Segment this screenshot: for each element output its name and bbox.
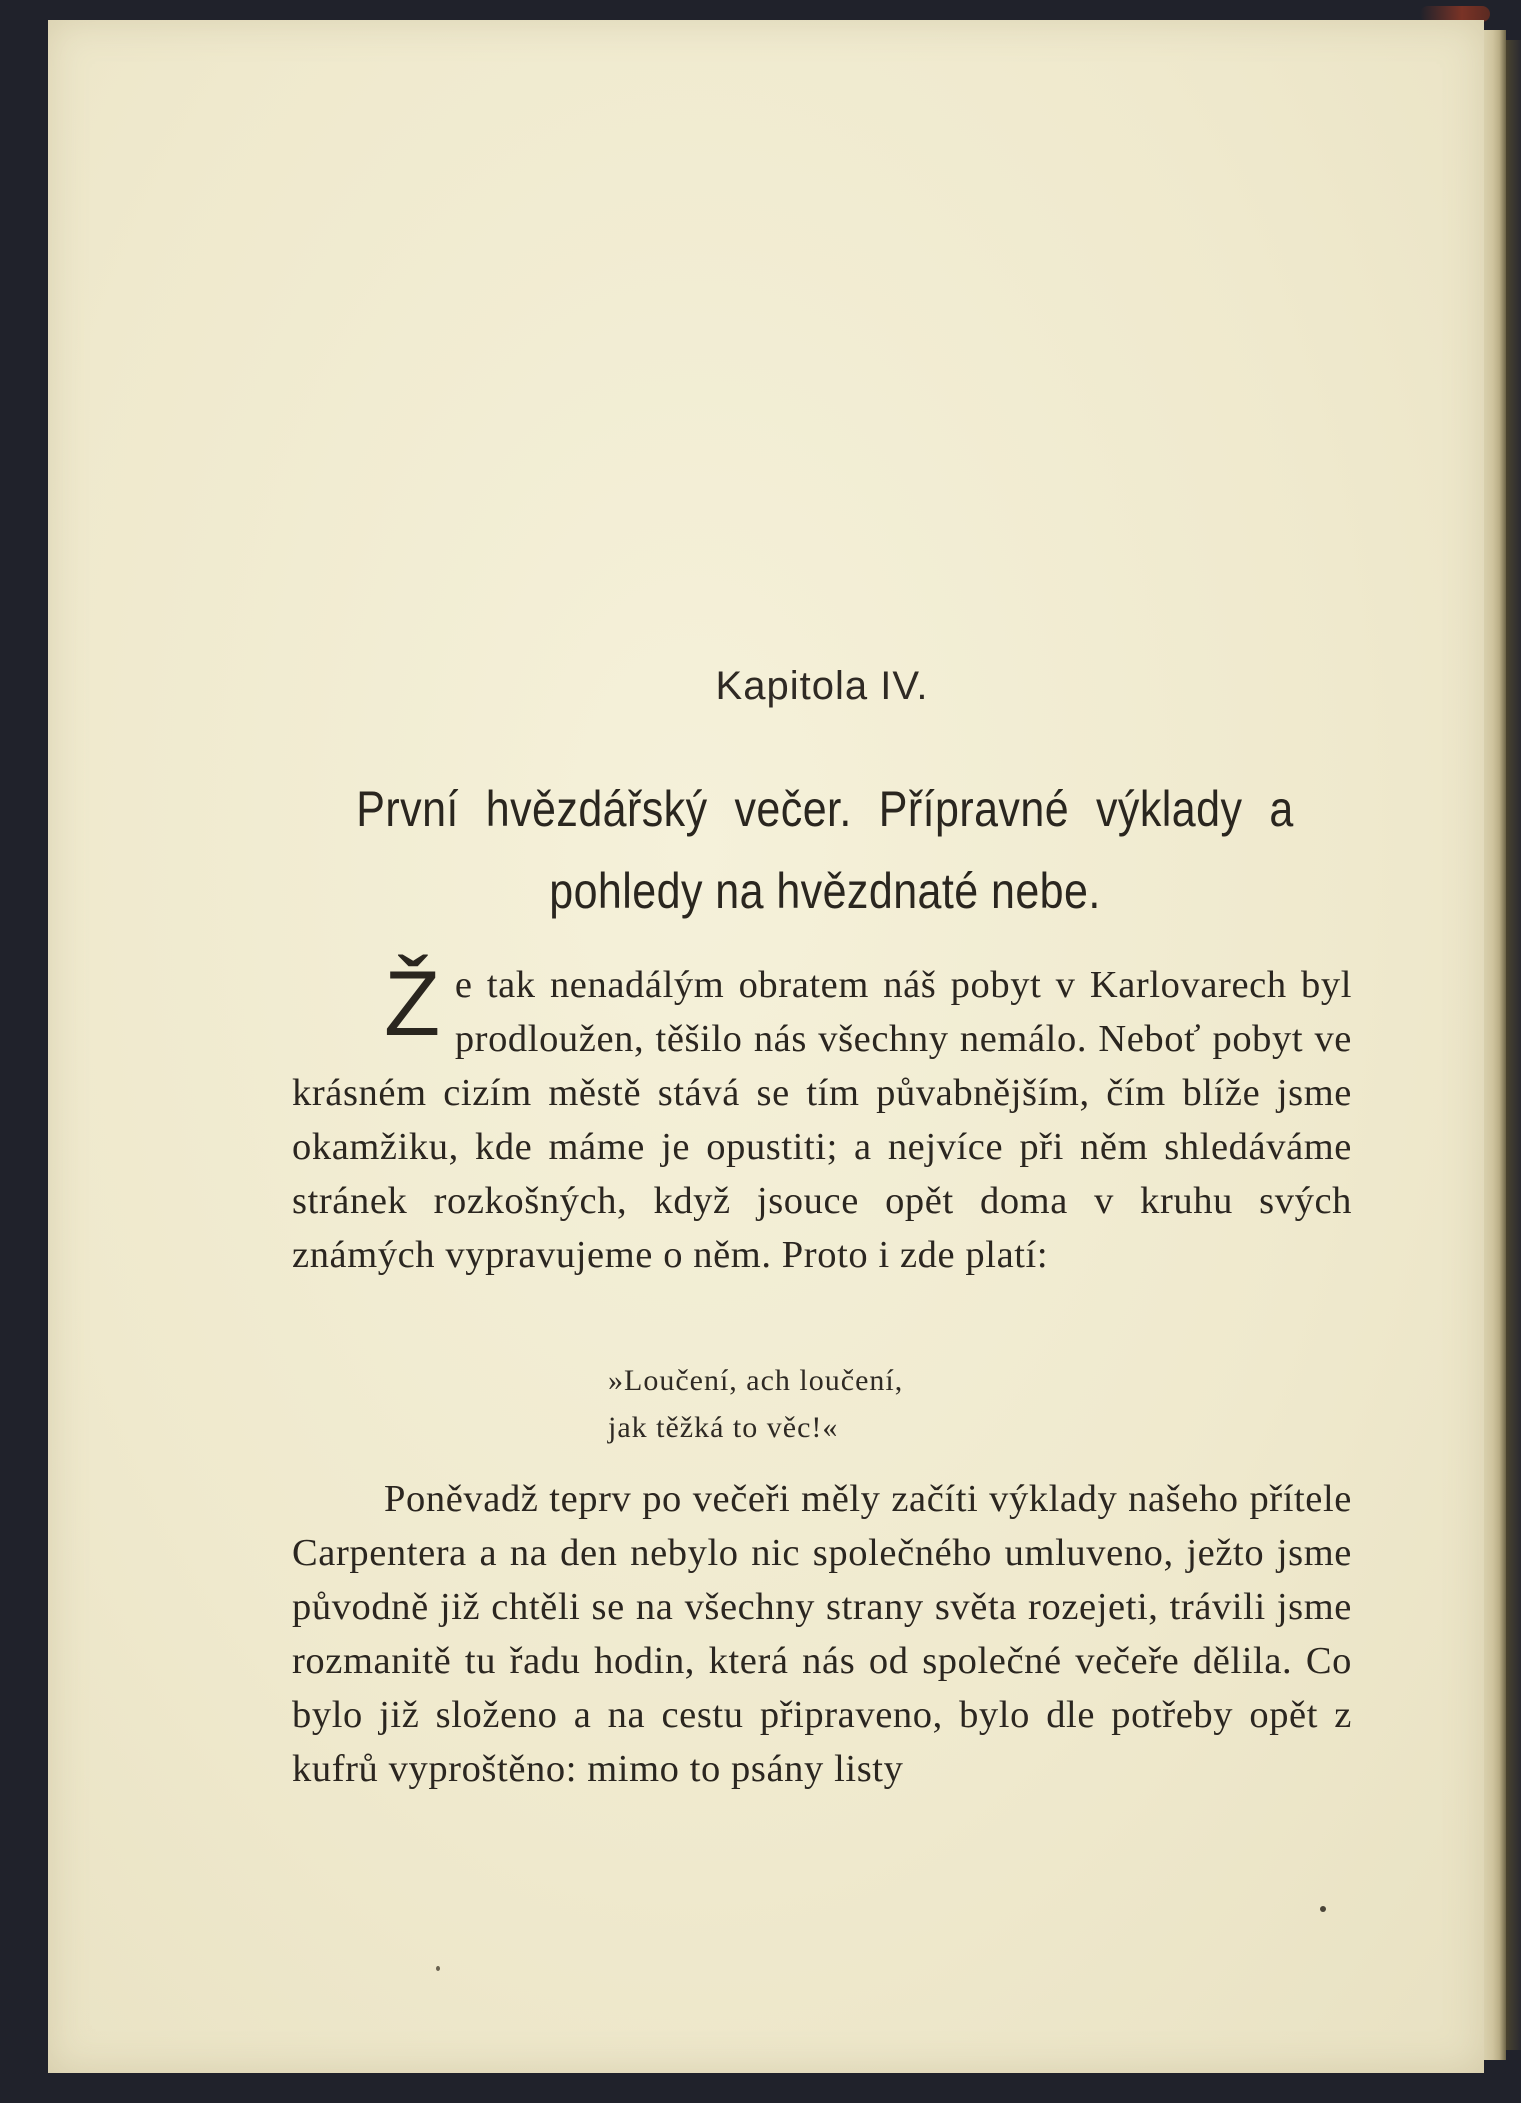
chapter-title: První hvězdářský večer. Přípravné výklady a pohledy na hvězdnaté nebe. (356, 781, 1294, 919)
paragraph-1-text: e tak nenadálým obratem náš pobyt v Karlovarech byl prodloužen, těšilo nás všechny nemálo. Neboť pobyt ve krásném cizím městě stává se tím půvabnějším, čím blíže jsme okamžiku, kde máme je opustiti; a nejvíce při něm shledáváme stránek rozkošných, když jsouce opět doma v kruhu svých známých vypravujeme o něm. Proto i zde platí: (292, 964, 1352, 1276)
quote-block (608, 1357, 1208, 1451)
quote-line-2: jak těžká to věc!« (608, 1411, 839, 1444)
page-edge-shadow (1484, 30, 1506, 2060)
quote-line-1: »Loučení, ach loučení, (608, 1364, 904, 1397)
book-spine-edge (1506, 40, 1521, 2050)
ink-speck (436, 1966, 440, 1971)
chapter-label: Kapitola IV. (715, 664, 929, 708)
ink-speck (1320, 1906, 1326, 1912)
drop-cap: Ž (384, 953, 441, 1055)
paragraph-1 (292, 953, 1352, 1282)
paragraph-2: Poněvadž teprv po večeři měly začíti výklady našeho přítele Carpentera a na den nebylo nic společného umluveno, ježto jsme původně již chtěli se na všechny strany světa rozejeti, trávili jsme rozmanitě tu řadu hodin, která nás od společné večeře dělila. Co bylo již složeno a na cestu připraveno, bylo dle potřeby opět z kufrů vyproštěno: mimo to psány listy (292, 1478, 1352, 1790)
